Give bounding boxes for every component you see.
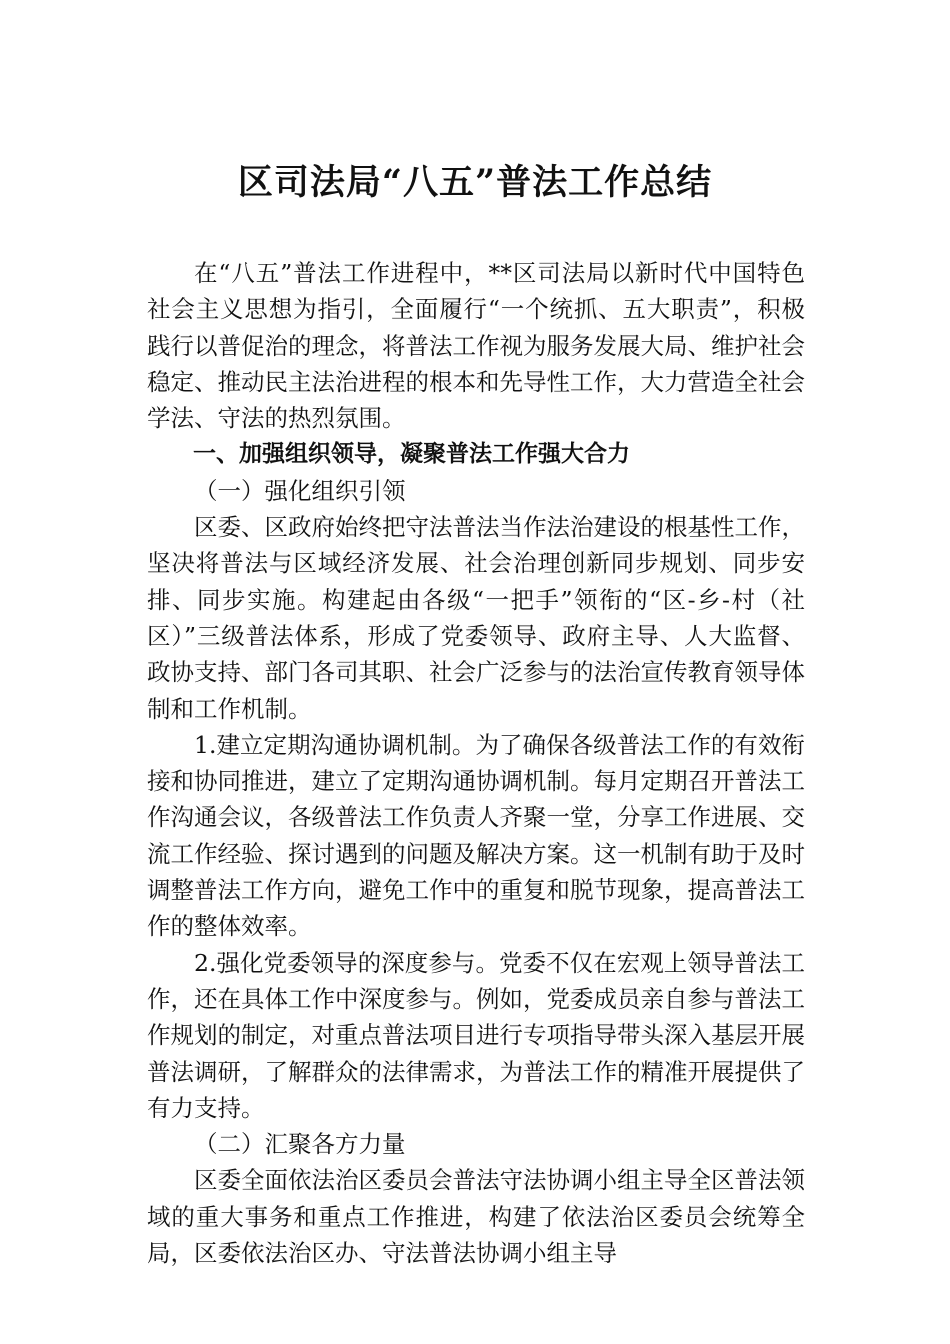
document-title: 区司法局“八五”普法工作总结 <box>237 162 713 203</box>
body-paragraph: 区委、区政府始终把守法普法当作法治建设的根基性工作，坚决将普法与区域经济发展、社会治理创新同步规划、同步安排、同步实施。构建起由各级“一把手”领衔的“区-乡-村（社区）”三级普法体系，形成了党委领导、政府主导、人大监督、政协支持、部门各司其职、社会广泛参与的法治宣传教育领导体制和工作机制。 <box>147 513 805 723</box>
subsection-heading-1: （一）强化组织引领 <box>194 476 406 505</box>
document-body <box>147 255 805 1271</box>
intro-paragraph: 在“八五”普法工作进程中，**区司法局以新时代中国特色社会主义思想为指引，全面履行“一个统抓、五大职责”，积极践行以普促治的理念，将普法工作视为服务发展大局、维护社会稳定、推动民主法治进程的根本和先导性工作，大力营造全社会学法、守法的热烈氛围。 <box>147 259 805 433</box>
body-paragraph: 区委全面依法治区委员会普法守法协调小组主导全区普法领域的重大事务和重点工作推进，构建了依法治区委员会统筹全局，区委依法治区办、守法普法协调小组主导 <box>147 1166 805 1268</box>
body-paragraph: 1.建立定期沟通协调机制。为了确保各级普法工作的有效衔接和协同推进，建立了定期沟通协调机制。每月定期召开普法工作沟通会议，各级普法工作负责人齐聚一堂，分享工作进展、交流工作经验、探讨遇到的问题及解决方案。这一机制有助于及时调整普法工作方向，避免工作中的重复和脱节现象，提高普法工作的整体效率。 <box>147 730 805 941</box>
section-heading-1: 一、加强组织领导，凝聚普法工作强大合力 <box>193 441 630 468</box>
body-paragraph: 2.强化党委领导的深度参与。党委不仅在宏观上领导普法工作，还在具体工作中深度参与。例如，党委成员亲自参与普法工作规划的制定，对重点普法项目进行专项指导带头深入基层开展普法调研，了解群众的法律需求，为普法工作的精准开展提供了有力支持。 <box>147 948 805 1122</box>
subsection-heading-2: （二）汇聚各方力量 <box>194 1130 406 1159</box>
